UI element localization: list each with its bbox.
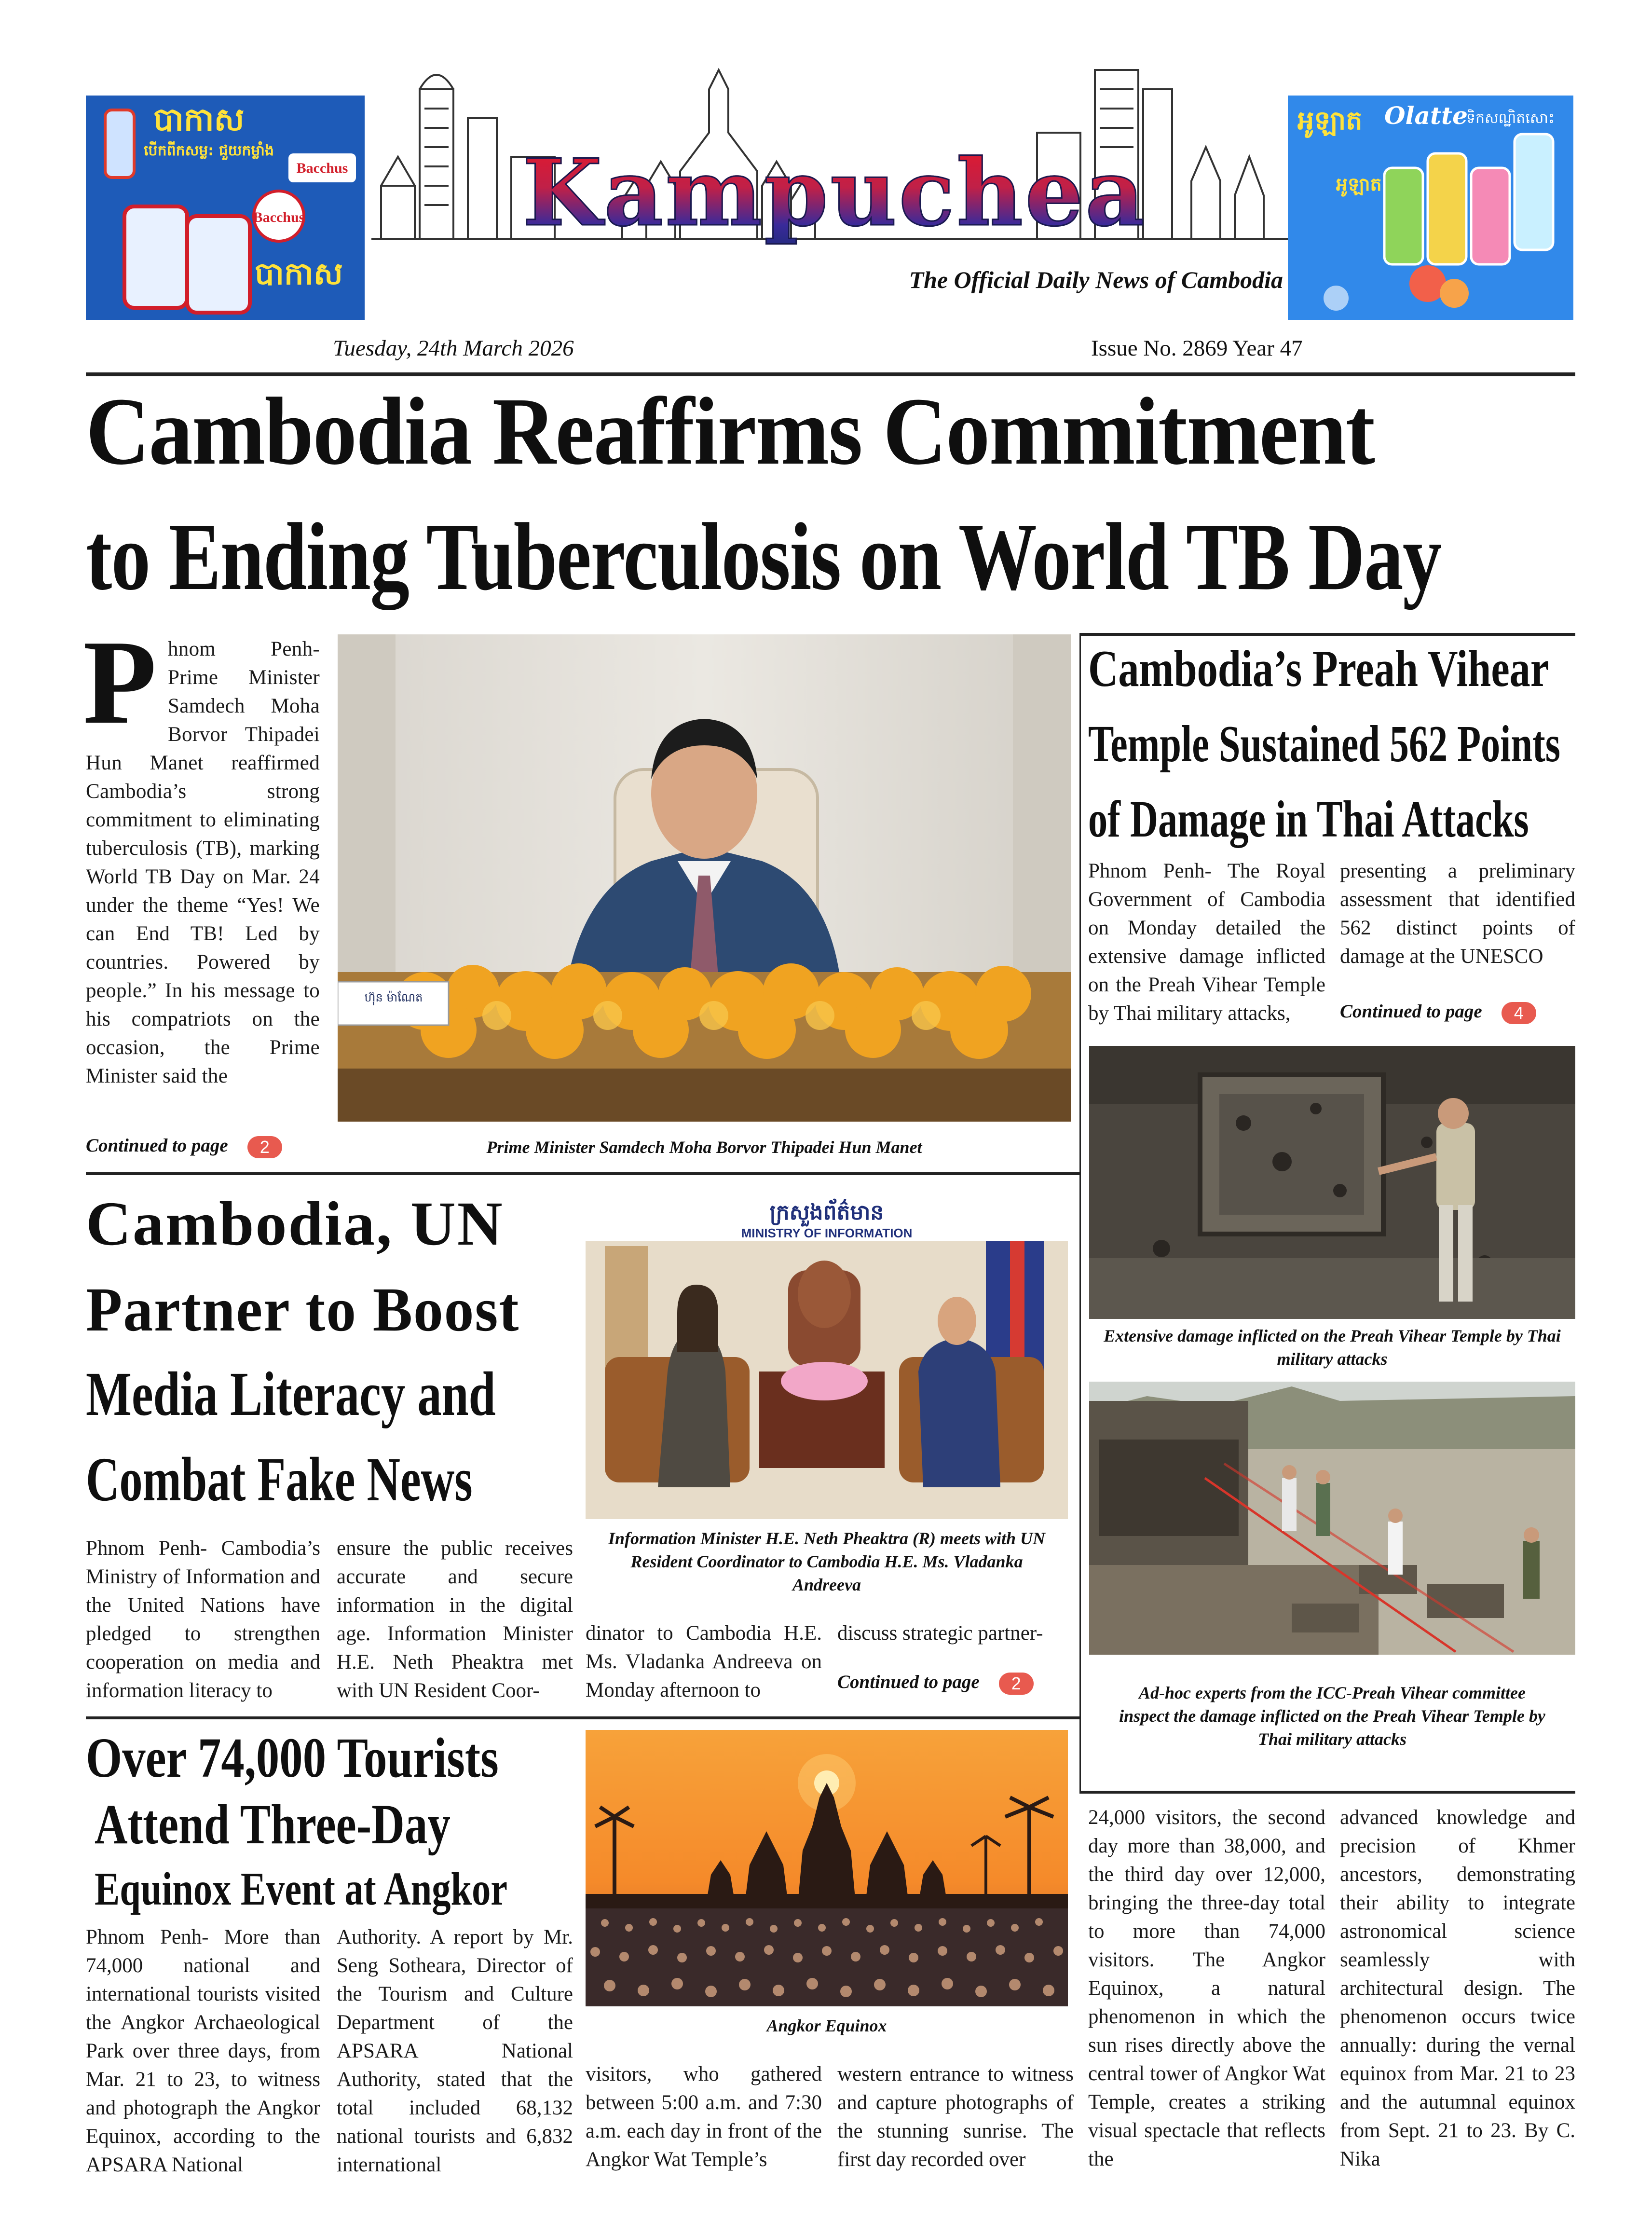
preah-vihear-continued xyxy=(1340,1000,1536,1024)
un-media-continued-label: Continued to page xyxy=(837,1672,980,1692)
lead-continued-label: Continued to page xyxy=(86,1135,228,1156)
equinox-headline-3: Equinox Event at Angkor xyxy=(95,1863,508,1915)
lead-body-col-1 xyxy=(86,635,320,1090)
issue-number: Issue No. 2869 Year 47 xyxy=(1091,336,1303,361)
equinox-col-2: Authority. A report by Mr. Seng Sotheara, Director of the Tourism and Culture Department of the APSARA National Authority, stated that the total included 68,132 national tourists and 6,832 international xyxy=(337,1926,573,2176)
ad-olatte-text-1: អូឡាត xyxy=(1297,105,1363,136)
lead-photo-art xyxy=(338,634,1071,1122)
equinox-top-rule xyxy=(86,1716,1080,1719)
preah-vihear-headline-1: Cambodia’s Preah Vihear xyxy=(1088,640,1549,698)
ad-olatte-text-2: ទិកសណ្ឋិតសោះ xyxy=(1466,110,1555,127)
lead-photo-prime-minister xyxy=(338,634,1071,1122)
un-media-top-rule xyxy=(86,1172,1080,1175)
un-media-photo-caption: Information Minister H.E. Neth Pheaktra (R) meets with UN Resident Coordinator to Cambodia H.E. Ms. Vladanka Andreeva xyxy=(608,1529,1046,1594)
equinox-col-1: Phnom Penh- More than 74,000 national and international tourists visited the Angkor Archaeological Park over three days, from Mar. 21 to 23, to witness and photograph the Angkor Equinox, according to the APSARA National xyxy=(86,1926,320,2176)
preah-vihear-photo-damage xyxy=(1089,1046,1575,1319)
svg-text:Bacchus: Bacchus xyxy=(253,209,305,225)
un-media-headline-2: Partner to Boost xyxy=(86,1275,520,1344)
equinox-col-3: visitors, who gathered between 5:00 a.m. and 7:30 a.m. each day in front of the Angkor Wat Temple’s xyxy=(586,2063,822,2171)
preah-vihear-caption-1: Extensive damage inflicted on the Preah Vihear Temple by Thai military attacks xyxy=(1104,1326,1561,1369)
lead-headline-line-2: to Ending Tuberculosis on World TB Day xyxy=(86,504,1441,610)
ad-bacchus-text-3: បាកាស xyxy=(255,256,343,292)
un-media-photo-art xyxy=(586,1198,1068,1519)
lead-headline-line-1: Cambodia Reaffirms Commitment xyxy=(86,378,1375,485)
un-media-headline-4: Combat Fake News xyxy=(86,1445,473,1514)
masthead-tagline: The Official Daily News of Cambodia xyxy=(909,266,1283,293)
un-media-continued xyxy=(837,1670,1034,1695)
preah-vihear-photo-experts xyxy=(1089,1382,1575,1655)
ad-olatte-brand: Olatte xyxy=(1384,101,1468,130)
ad-olatte-text-3: អូឡាត xyxy=(1336,174,1382,195)
issue-date: Tuesday, 24th March 2026 xyxy=(333,336,574,361)
equinox-col-6: advanced knowledge and precision of Khmer ancestors, demonstrating their ability to integrate astronomical science seamlessly with architectural design. The phenomenon occurs twice annually: during the vernal equinox from Mar. 21 to 23 and the autumnal equinox from Sept. 21 to 23. By C. Nika xyxy=(1340,1806,1575,2170)
equinox-headline-2: Attend Three-Day xyxy=(95,1793,451,1856)
preah-vihear-continued-label: Continued to page xyxy=(1340,1001,1482,1022)
preah-vihear-top-rule xyxy=(1079,633,1575,636)
equinox-photo-art xyxy=(586,1730,1068,2006)
svg-text:Bacchus: Bacchus xyxy=(296,160,348,176)
un-media-continued-page-badge[interactable]: 2 xyxy=(999,1673,1034,1695)
preah-vihear-caption-2: Ad-hoc experts from the ICC-Preah Vihear committee inspect the damage inflicted on the Preah Vihear Temple by Thai military attacks xyxy=(1119,1683,1545,1749)
un-media-col-2: ensure the public receives accurate and secure information in the digital age. Information Minister H.E. Neth Pheaktra met with UN Resident Coor- xyxy=(337,1537,573,1702)
un-media-backdrop-khmer: ក្រសួងព័ត៌មាន xyxy=(769,1200,884,1225)
ad-bacchus-text-1: បាកាស xyxy=(153,101,245,138)
equinox-col-4: western entrance to witness and capture photographs of the stunning sunrise. The first day recorded over xyxy=(837,2063,1074,2171)
right-column-divider xyxy=(1079,635,1081,1793)
lead-photo-caption: Prime Minister Samdech Moha Borvor Thipadei Hun Manet xyxy=(486,1138,922,1157)
masthead-rule xyxy=(86,372,1575,376)
preah-vihear-headline-3: of Damage in Thai Attacks xyxy=(1088,791,1529,848)
masthead-title: Kampuchea xyxy=(482,140,1187,246)
preah-vihear-photo-damage-art xyxy=(1089,1046,1575,1319)
preah-vihear-bottom-rule xyxy=(1079,1791,1575,1794)
lead-drop-cap: P xyxy=(83,616,157,749)
un-media-backdrop-english: MINISTRY OF INFORMATION xyxy=(741,1226,913,1240)
preah-vihear-photo-experts-art xyxy=(1089,1382,1575,1655)
ad-bacchus-text-2: បើកពីកសម្ល: ជួយកម្លាំង xyxy=(144,142,274,159)
preah-vihear-continued-page-badge[interactable]: 4 xyxy=(1502,1002,1536,1024)
un-media-headline-1: Cambodia, UN xyxy=(86,1189,504,1259)
un-media-headline-3: Media Literacy and xyxy=(86,1359,496,1429)
ad-olatte[interactable] xyxy=(1288,96,1573,320)
lead-photo-nameplate: ហ៊ុន ម៉ាណែត xyxy=(364,991,423,1004)
un-media-col-4: discuss strategic partner- xyxy=(837,1622,1043,1645)
equinox-headline-1: Over 74,000 Tourists xyxy=(86,1726,499,1789)
un-media-photo-meeting xyxy=(586,1198,1068,1519)
preah-vihear-headline-2: Temple Sustained 562 Points xyxy=(1088,715,1560,773)
un-media-col-1: Phnom Penh- Cambodia’s Ministry of Information and the United Nations have pledged to strengthen cooperation on media and information literacy to xyxy=(86,1537,320,1702)
lead-continued xyxy=(86,1134,282,1158)
ad-bacchus[interactable] xyxy=(86,96,365,320)
un-media-col-3: dinator to Cambodia H.E. Ms. Vladanka Andreeva on Monday afternoon to xyxy=(586,1622,822,1701)
preah-vihear-col-1: Phnom Penh- The Royal Government of Cambodia on Monday detailed the extensive damage inflicted on the Preah Vihear Temple by Thai military attacks, xyxy=(1088,860,1325,1025)
lead-continued-page-badge[interactable]: 2 xyxy=(247,1136,282,1158)
preah-vihear-col-2: presenting a preliminary assessment that identified 562 distinct points of damage at the UNESCO xyxy=(1340,860,1575,968)
lead-body-text: hnom Penh- Prime Minister Samdech Moha Borvor Thipadei Hun Manet reaffirmed Cambodia’s strong commitment to eliminating tuberculosis (TB), marking World TB Day on Mar. 24 under the theme “Yes! We can End TB! Led by countries. Powered by people.” In his message to his compatriots on the occasion, the Prime Minister said the xyxy=(86,638,320,1087)
equinox-photo-angkor xyxy=(586,1730,1068,2006)
equinox-photo-caption: Angkor Equinox xyxy=(766,2016,887,2035)
equinox-col-5: 24,000 visitors, the second day more than 38,000, and the third day over 12,000, bringing the three-day total to more than 74,000 visitors. The Angkor Equinox, a natural phenomenon in which the sun rises directly above the central tower of Angkor Wat Temple, creates a striking visual spectacle that reflects the xyxy=(1088,1806,1325,2170)
